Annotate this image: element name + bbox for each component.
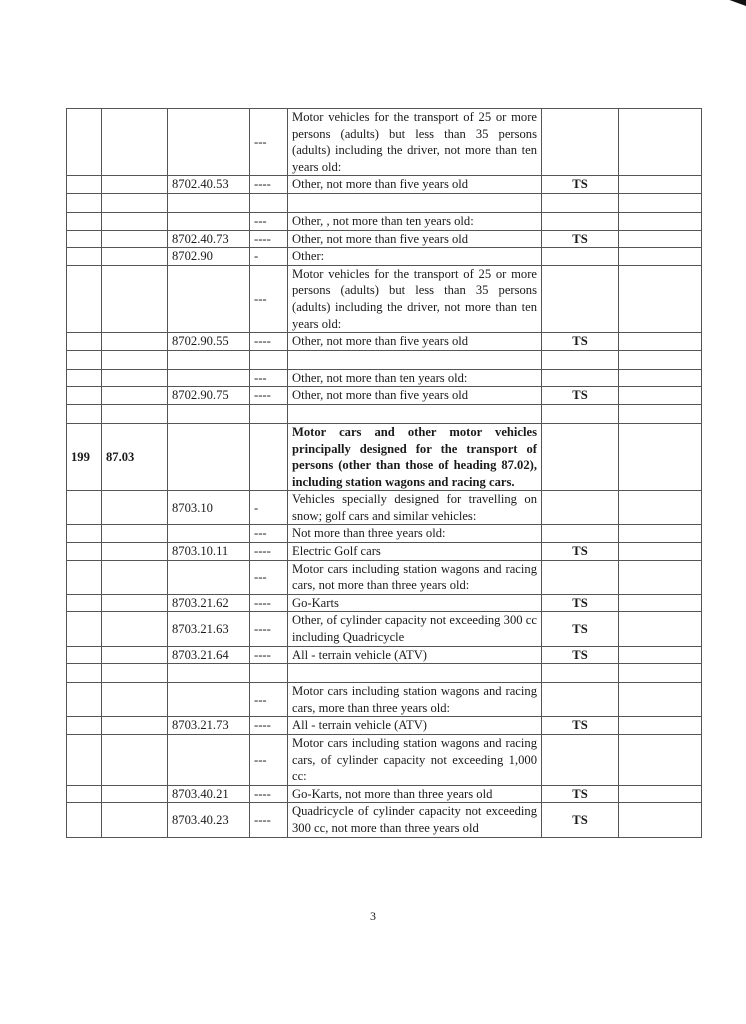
remarks-cell <box>619 785 702 803</box>
remarks-cell <box>619 560 702 594</box>
remarks-cell <box>619 193 702 212</box>
heading-number-cell <box>102 265 168 332</box>
heading-number-cell <box>102 803 168 837</box>
heading-number-cell <box>102 646 168 664</box>
description-cell: Other, of cylinder capacity not exceeding 300 cc including Quadricycle <box>288 612 542 646</box>
hs-code-cell <box>168 735 250 786</box>
description-cell: Go-Karts <box>288 594 542 612</box>
serial-number-cell <box>67 350 102 369</box>
serial-number-cell <box>67 543 102 561</box>
description-cell: Go-Karts, not more than three years old <box>288 785 542 803</box>
status-cell: TS <box>542 646 619 664</box>
heading-number-cell <box>102 109 168 176</box>
level-dash-cell: ---- <box>250 717 288 735</box>
heading-number-cell: 87.03 <box>102 423 168 490</box>
description-cell: Other, , not more than ten years old: <box>288 212 542 230</box>
status-cell <box>542 248 619 266</box>
serial-number-cell: 199 <box>67 423 102 490</box>
description-cell: Other, not more than ten years old: <box>288 369 542 387</box>
status-cell <box>542 265 619 332</box>
tariff-table <box>66 108 702 838</box>
heading-number-cell <box>102 387 168 405</box>
serial-number-cell <box>67 387 102 405</box>
remarks-cell <box>619 735 702 786</box>
heading-number-cell <box>102 785 168 803</box>
level-dash-cell: --- <box>250 265 288 332</box>
status-cell <box>542 735 619 786</box>
hs-code-cell: 8703.10.11 <box>168 543 250 561</box>
serial-number-cell <box>67 265 102 332</box>
heading-number-cell <box>102 683 168 717</box>
description-cell: Not more than three years old: <box>288 525 542 543</box>
tariff-table-body <box>67 109 702 838</box>
table-row <box>67 265 702 332</box>
table-row <box>67 612 702 646</box>
heading-number-cell <box>102 735 168 786</box>
heading-number-cell <box>102 560 168 594</box>
heading-number-cell <box>102 664 168 683</box>
blank-row <box>67 350 702 369</box>
blank-row <box>67 664 702 683</box>
level-dash-cell: --- <box>250 109 288 176</box>
blank-row <box>67 193 702 212</box>
remarks-cell <box>619 109 702 176</box>
table-row <box>67 176 702 194</box>
heading-number-cell <box>102 333 168 351</box>
table-row <box>67 560 702 594</box>
hs-code-cell <box>168 193 250 212</box>
remarks-cell <box>619 333 702 351</box>
status-cell <box>542 193 619 212</box>
level-dash-cell <box>250 404 288 423</box>
remarks-cell <box>619 491 702 525</box>
table-row <box>67 717 702 735</box>
status-cell <box>542 683 619 717</box>
status-cell: TS <box>542 543 619 561</box>
status-cell <box>542 369 619 387</box>
heading-number-cell <box>102 176 168 194</box>
remarks-cell <box>619 230 702 248</box>
hs-code-cell <box>168 423 250 490</box>
remarks-cell <box>619 176 702 194</box>
description-cell: Motor cars including station wagons and racing cars, not more than three years old: <box>288 560 542 594</box>
heading-number-cell <box>102 212 168 230</box>
hs-code-cell <box>168 683 250 717</box>
description-cell: Vehicles specially designed for travelling on snow; golf cars and similar vehicles: <box>288 491 542 525</box>
description-cell: Quadricycle of cylinder capacity not exceeding 300 cc, not more than three years old <box>288 803 542 837</box>
level-dash-cell <box>250 664 288 683</box>
serial-number-cell <box>67 594 102 612</box>
hs-code-cell: 8703.40.21 <box>168 785 250 803</box>
description-cell: Other, not more than five years old <box>288 387 542 405</box>
serial-number-cell <box>67 560 102 594</box>
serial-number-cell <box>67 683 102 717</box>
level-dash-cell: --- <box>250 369 288 387</box>
hs-code-cell: 8703.21.64 <box>168 646 250 664</box>
level-dash-cell <box>250 423 288 490</box>
hs-code-cell: 8703.10 <box>168 491 250 525</box>
remarks-cell <box>619 404 702 423</box>
table-row <box>67 683 702 717</box>
serial-number-cell <box>67 212 102 230</box>
description-cell: Motor cars and other motor vehicles principally designed for the transport of persons (other than those of heading 87.02), including station wagons and racing cars. <box>288 423 542 490</box>
remarks-cell <box>619 803 702 837</box>
table-row <box>67 212 702 230</box>
hs-code-cell <box>168 109 250 176</box>
description-cell: Motor cars including station wagons and racing cars, of cylinder capacity not exceeding 1,000 cc: <box>288 735 542 786</box>
serial-number-cell <box>67 404 102 423</box>
level-dash-cell: --- <box>250 560 288 594</box>
remarks-cell <box>619 646 702 664</box>
description-cell <box>288 193 542 212</box>
level-dash-cell: ---- <box>250 543 288 561</box>
status-cell: TS <box>542 803 619 837</box>
status-cell <box>542 525 619 543</box>
hs-code-cell <box>168 369 250 387</box>
serial-number-cell <box>67 333 102 351</box>
heading-number-cell <box>102 594 168 612</box>
remarks-cell <box>619 265 702 332</box>
level-dash-cell: ---- <box>250 803 288 837</box>
remarks-cell <box>619 594 702 612</box>
serial-number-cell <box>67 717 102 735</box>
table-row <box>67 525 702 543</box>
heading-number-cell <box>102 369 168 387</box>
status-cell <box>542 109 619 176</box>
table-row <box>67 735 702 786</box>
status-cell <box>542 560 619 594</box>
remarks-cell <box>619 543 702 561</box>
hs-code-cell: 8702.90.55 <box>168 333 250 351</box>
status-cell <box>542 212 619 230</box>
level-dash-cell: --- <box>250 212 288 230</box>
table-row <box>67 333 702 351</box>
remarks-cell <box>619 248 702 266</box>
description-cell: All - terrain vehicle (ATV) <box>288 646 542 664</box>
level-dash-cell <box>250 350 288 369</box>
description-cell <box>288 350 542 369</box>
remarks-cell <box>619 717 702 735</box>
table-row <box>67 594 702 612</box>
table-row <box>67 785 702 803</box>
table-row <box>67 803 702 837</box>
hs-code-cell <box>168 265 250 332</box>
level-dash-cell: --- <box>250 735 288 786</box>
description-cell: Other, not more than five years old <box>288 333 542 351</box>
status-cell <box>542 664 619 683</box>
description-cell: Motor vehicles for the transport of 25 or more persons (adults) but less than 35 persons (adults) including the driver, not more than ten years old: <box>288 109 542 176</box>
serial-number-cell <box>67 612 102 646</box>
serial-number-cell <box>67 735 102 786</box>
hs-code-cell <box>168 212 250 230</box>
serial-number-cell <box>67 785 102 803</box>
hs-code-cell: 8703.40.23 <box>168 803 250 837</box>
level-dash-cell: - <box>250 491 288 525</box>
hs-code-cell <box>168 404 250 423</box>
hs-code-cell <box>168 664 250 683</box>
level-dash-cell: ---- <box>250 230 288 248</box>
serial-number-cell <box>67 230 102 248</box>
status-cell: TS <box>542 387 619 405</box>
hs-code-cell: 8702.90 <box>168 248 250 266</box>
page-number: 3 <box>370 909 376 923</box>
remarks-cell <box>619 525 702 543</box>
heading-number-cell <box>102 404 168 423</box>
description-cell: Other: <box>288 248 542 266</box>
table-row <box>67 109 702 176</box>
table-row <box>67 230 702 248</box>
status-cell: TS <box>542 717 619 735</box>
serial-number-cell <box>67 646 102 664</box>
heading-number-cell <box>102 612 168 646</box>
table-row <box>67 646 702 664</box>
description-cell: Other, not more than five years old <box>288 176 542 194</box>
level-dash-cell: ---- <box>250 646 288 664</box>
status-cell: TS <box>542 176 619 194</box>
remarks-cell <box>619 350 702 369</box>
remarks-cell <box>619 683 702 717</box>
level-dash-cell: ---- <box>250 333 288 351</box>
heading-number-cell <box>102 543 168 561</box>
status-cell: TS <box>542 785 619 803</box>
hs-code-cell: 8702.40.53 <box>168 176 250 194</box>
description-cell: Electric Golf cars <box>288 543 542 561</box>
status-cell <box>542 423 619 490</box>
status-cell: TS <box>542 594 619 612</box>
heading-number-cell <box>102 491 168 525</box>
serial-number-cell <box>67 525 102 543</box>
remarks-cell <box>619 369 702 387</box>
status-cell: TS <box>542 612 619 646</box>
serial-number-cell <box>67 664 102 683</box>
heading-number-cell <box>102 350 168 369</box>
status-cell: TS <box>542 333 619 351</box>
heading-number-cell <box>102 230 168 248</box>
level-dash-cell: ---- <box>250 594 288 612</box>
table-row <box>67 369 702 387</box>
heading-number-cell <box>102 248 168 266</box>
description-cell <box>288 404 542 423</box>
remarks-cell <box>619 612 702 646</box>
level-dash-cell: ---- <box>250 612 288 646</box>
hs-code-cell: 8702.90.75 <box>168 387 250 405</box>
table-row <box>67 491 702 525</box>
table-row <box>67 387 702 405</box>
description-cell: Motor vehicles for the transport of 25 or more persons (adults) but less than 35 persons (adults) including the driver, not more than ten years old: <box>288 265 542 332</box>
description-cell: Other, not more than five years old <box>288 230 542 248</box>
remarks-cell <box>619 664 702 683</box>
heading-number-cell <box>102 717 168 735</box>
table-row <box>67 248 702 266</box>
level-dash-cell: --- <box>250 525 288 543</box>
table-row <box>67 423 702 490</box>
level-dash-cell: ---- <box>250 176 288 194</box>
serial-number-cell <box>67 193 102 212</box>
hs-code-cell <box>168 525 250 543</box>
scan-corner-mark <box>728 0 746 6</box>
serial-number-cell <box>67 491 102 525</box>
status-cell: TS <box>542 230 619 248</box>
hs-code-cell <box>168 350 250 369</box>
remarks-cell <box>619 423 702 490</box>
serial-number-cell <box>67 803 102 837</box>
hs-code-cell <box>168 560 250 594</box>
description-cell <box>288 664 542 683</box>
status-cell <box>542 491 619 525</box>
blank-row <box>67 404 702 423</box>
heading-number-cell <box>102 193 168 212</box>
status-cell <box>542 404 619 423</box>
serial-number-cell <box>67 248 102 266</box>
hs-code-cell: 8703.21.63 <box>168 612 250 646</box>
status-cell <box>542 350 619 369</box>
description-cell: All - terrain vehicle (ATV) <box>288 717 542 735</box>
description-cell: Motor cars including station wagons and racing cars, more than three years old: <box>288 683 542 717</box>
level-dash-cell: --- <box>250 683 288 717</box>
remarks-cell <box>619 212 702 230</box>
serial-number-cell <box>67 109 102 176</box>
serial-number-cell <box>67 176 102 194</box>
level-dash-cell: ---- <box>250 387 288 405</box>
level-dash-cell <box>250 193 288 212</box>
hs-code-cell: 8703.21.73 <box>168 717 250 735</box>
hs-code-cell: 8703.21.62 <box>168 594 250 612</box>
heading-number-cell <box>102 525 168 543</box>
hs-code-cell: 8702.40.73 <box>168 230 250 248</box>
level-dash-cell: - <box>250 248 288 266</box>
remarks-cell <box>619 387 702 405</box>
level-dash-cell: ---- <box>250 785 288 803</box>
table-row <box>67 543 702 561</box>
serial-number-cell <box>67 369 102 387</box>
